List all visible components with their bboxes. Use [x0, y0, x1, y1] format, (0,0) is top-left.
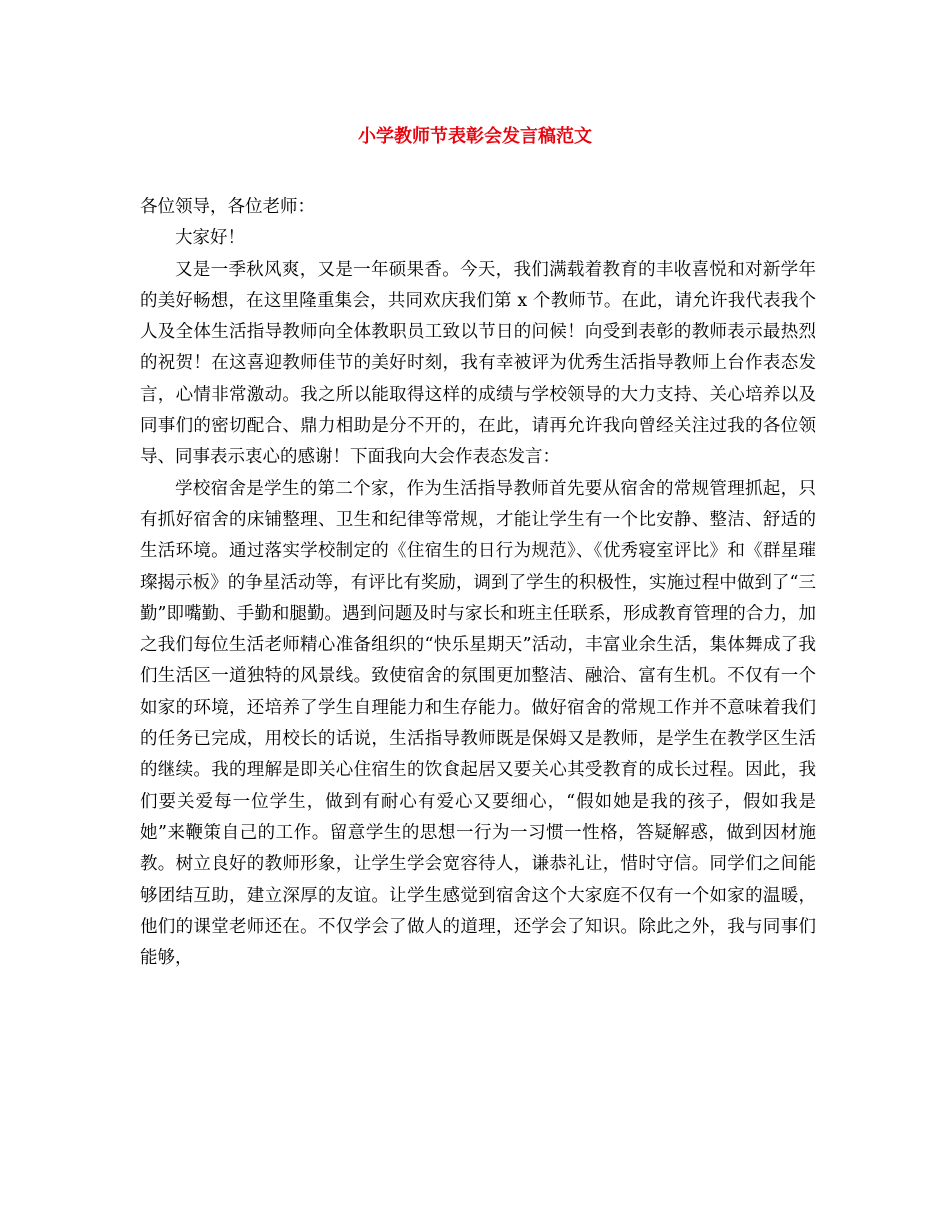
document-body — [140, 192, 816, 974]
paragraph: 学校宿舍是学生的第二个家，作为生活指导教师首先要从宿舍的常规管理抓起，只有抓好宿舍的床铺整理、卫生和纪律等常规，才能让学生有一个比安静、整洁、舒适的生活环境。通过落实学校制定的《住宿生的日行为规范》、《优秀寝室评比》和《群星璀璨揭示板》的争星活动等，有评比有奖励，调到了学生的积极性，实施过程中做到了“三勤”即嘴勤、手勤和腿勤。遇到问题及时与家长和班主任联系，形成教育管理的合力，加之我们每位生活老师精心准备组织的“快乐星期天”活动，丰富业余生活，集体舞成了我们生活区一道独特的风景线。致使宿舍的氛围更加整洁、融洽、富有生机。不仅有一个如家的环境，还培养了学生自理能力和生存能力。做好宿舍的常规工作并不意味着我们的任务已完成，用校长的话说，生活指导教师既是保姆又是教师，是学生在教学区生活的继续。我的理解是即关心住宿生的饮食起居又要关心其受教育的成长过程。因此，我们要关爱每一位学生，做到有耐心有爱心又要细心，“假如她是我的孩子，假如我是她”来鞭策自己的工作。留意学生的思想一行为一习惯一性格，答疑解惑，做到因材施教。树立良好的教师形象，让学生学会宽容待人，谦恭礼让，惜时守信。同学们之间能够团结互助，建立深厚的友谊。让学生感觉到宿舍这个大家庭不仅有一个如家的温暖，他们的课堂老师还在。不仅学会了做人的道理，还学会了知识。除此之外，我与同事们能够， — [140, 478, 816, 969]
document-title: 小学教师节表彰会发言稿范文 — [358, 126, 592, 147]
salutation: 各位领导，各位老师： — [140, 197, 315, 217]
greeting: 大家好！ — [175, 228, 245, 249]
paragraph: 又是一季秋风爽，又是一年硕果香。今天，我们满载着教育的丰收喜悦和对新学年的美好畅想，在这里隆重集会，共同欢庆我们第 x 个教师节。在此，请允许我代表我个人及全体生活指导教师向全体教职员工致以节日的问候！向受到表彰的教师表示最热烈的祝贺！在这喜迎教师佳节的美好时刻，我有幸被评为优秀生活指导教师上台作表态发言，心情非常激动。我之所以能取得这样的成绩与学校领导的大力支持、关心培养以及同事们的密切配合、鼎力相助是分不开的，在此，请再允许我向曾经关注过我的各位领导、同事表示衷心的感谢！下面我向大会作表态发言： — [140, 259, 816, 468]
